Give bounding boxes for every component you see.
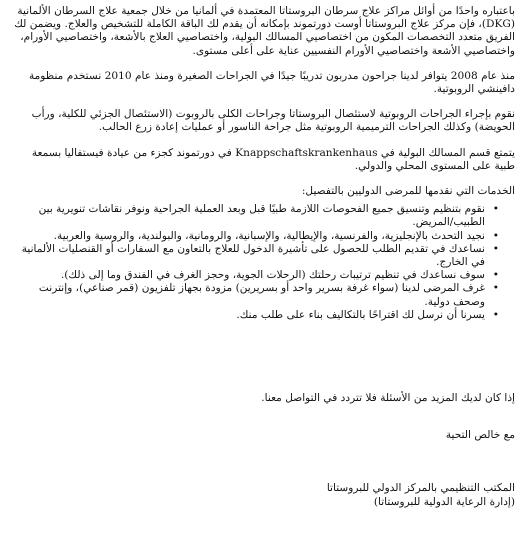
signature-office: المكتب التنظيمي بالمركز الدولي للبروستاتا — [326, 482, 515, 495]
surgeons-paragraph: منذ عام 2008 يتوافر لدينا جراحون مدربون تدريبًا جيدًا في الجراحات الصغيرة ومنذ عام 2010 نستخدم منظومة دافينشي الروبوتية. — [28, 69, 515, 96]
list-item: • سوف نساعدك في تنظيم ترتيبات رحلتك (الرحلات الجوية، وحجز الغرف في الفندق وما إلى ذلك). — [12, 269, 485, 282]
signature-block — [12, 482, 515, 508]
list-item: • نساعدك في تقديم الطلب للحصول على تأشيرة الدخول للعلاج بالتعاون مع السفارات أو القنصليات الألمانية في الخارج. — [12, 243, 485, 269]
services-list — [12, 203, 515, 322]
robotic-surgery-paragraph: نقوم بإجراء الجراحات الروبوتية لاستئصال البروستاتا وجراحات الكلى بالروبوت (الاستئصال الجزئي للكلية، ورأب الحويضة) وكذلك الجراحات الترميمية الروبوتية مثل جراحة الناسور أو عمليات إعادة زرع الحالب. — [31, 108, 515, 134]
contact-note: إذا كان لديك المزيد من الأسئلة فلا تتردد في التواصل معنا. — [261, 392, 515, 405]
list-item: • نقوم بتنظيم وتنسيق جميع الفحوصات اللازمة طبيًا قبل وبعد العملية الجراحية ونوفر نقاشات تنويرية بين الطبيب/المريض. — [12, 203, 485, 229]
list-item: • غرف المرضى لدينا (سواء غرفة بسرير واحد أو بسريرين) مزودة بجهاز تلفزيون (قمر صناعي)، وإنترنت وصحف دولية. — [12, 282, 485, 308]
list-item: • يسرنا أن نرسل لك اقتراحًا بالتكاليف بناء على طلب منك. — [12, 309, 485, 322]
signature-department: (إدارة الرعاية الدولية للبروستاتا) — [373, 495, 515, 508]
services-heading: الخدمات التي نقدمها للمرضى الدوليين بالتفصيل: — [301, 185, 515, 198]
closing-greeting: مع خالص التحية — [445, 429, 515, 442]
list-item: • نجيد التحدث بالإنجليزية، والفرنسية، والإيطالية، والإسبانية، والرومانية، والبولندية، والروسية والعربية. — [12, 230, 485, 243]
intro-paragraph: باعتباره واحدًا من أوائل مراكز علاج سرطان البروستاتا المعتمدة في ألمانيا من خلال جمعية علاج السرطان الألمانية (DKG)، فإن مركز علاج البروستاتا أوست دورتموند بإمكانه أن يقدم لك الباقة الكاملة للتشخيص والعلاج. ويضمن لك الفريق متعدد التخصصات المكون من اختصاصيي المسالك البولية، واختصاصيي العلاج بالأشعة، واختصاصيي الأورام، واختصاصيي الأشعة واختصاصيي الأورام النفسيين عناية على أعلى مستوى. — [14, 5, 515, 57]
urology-department-paragraph: يتمتع قسم المسالك البولية في Knappschaftskrankenhaus في دورتموند كجزء من عيادة فيستفاليا بسمعة طبية على المستوى المحلي والدولي. — [31, 146, 515, 172]
